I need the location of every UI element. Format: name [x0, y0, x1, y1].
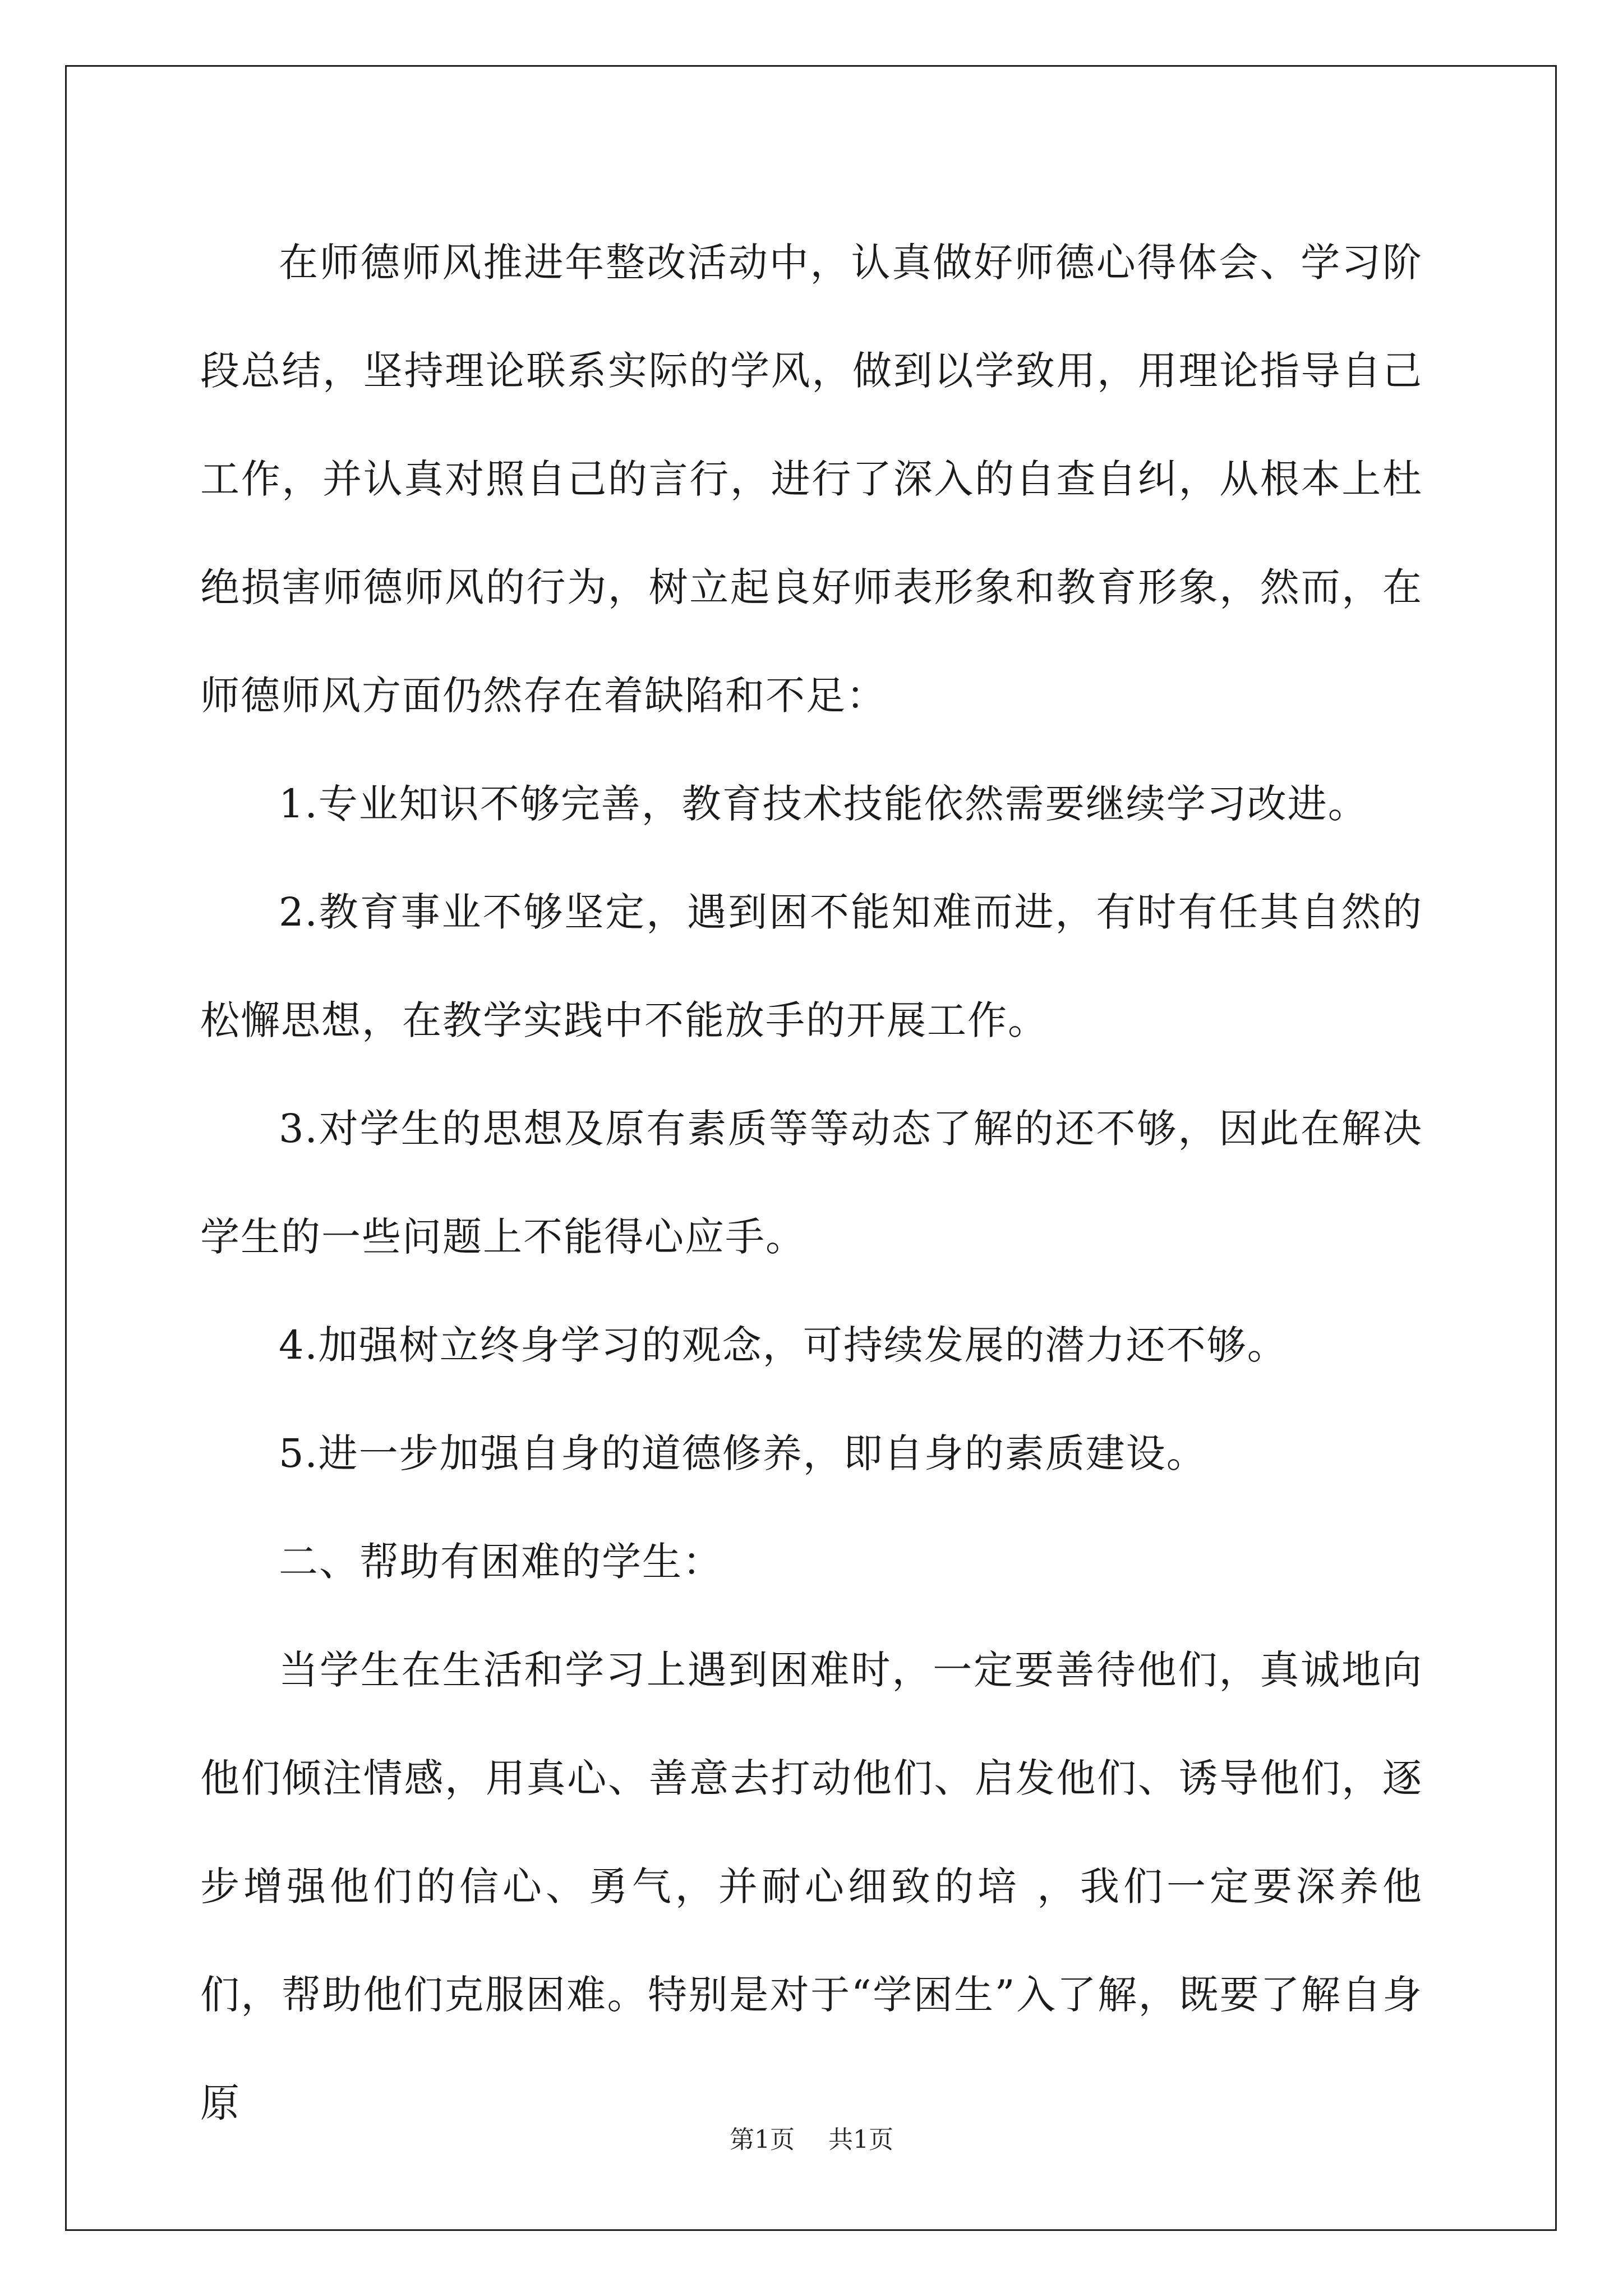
- paragraph-item-2: 2.教育事业不够坚定，遇到困不能知难而进，有时有任其自然的松懈思想，在教学实践中不能放手的开展工作。: [200, 889, 1423, 1043]
- paragraph-intro: 在师德师风推进年整改活动中，认真做好师德心得体会、学习阶段总结，坚持理论联系实际的学风，做到以学致用，用理论指导自己工作，并认真对照自己的言行，进行了深入的自查自纠，从根本上杜绝损害师德师风的行为，树立起良好师表形象和教育形象，然而，在师德师风方面仍然存在着缺陷和不足：: [200, 240, 1423, 719]
- paragraph-item-3: 3.对学生的思想及原有素质等等动态了解的还不够，因此在解决学生的一些问题上不能得心应手。: [200, 1106, 1423, 1260]
- paragraph-item-5: 5.进一步加强自身的道德修养，即自身的素质建设。: [279, 1430, 1207, 1476]
- paragraph-help-students: 当学生在生活和学习上遇到困难时，一定要善待他们，真诚地向他们倾注情感，用真心、善意去打动他们、启发他们、诱导他们，逐步增强他们的信心、勇气，并耐心细致的培 ，我们一定要深养他们，帮助他们克服困难。特别是对于“学困生”入了解，既要了解自身原: [200, 1647, 1423, 2126]
- paragraph-item-1: 1.专业知识不够完善，教育技术技能依然需要继续学习改进。: [279, 781, 1368, 827]
- section-heading: 二、帮助有困难的学生：: [279, 1539, 723, 1585]
- document-body: [200, 209, 1423, 2157]
- page-number-current: 第1页: [730, 2125, 795, 2154]
- page-footer: [0, 2119, 1623, 2155]
- page-number-total: 共1页: [828, 2125, 893, 2154]
- paragraph-item-4: 4.加强树立终身学习的观念，可持续发展的潜力还不够。: [279, 1322, 1288, 1368]
